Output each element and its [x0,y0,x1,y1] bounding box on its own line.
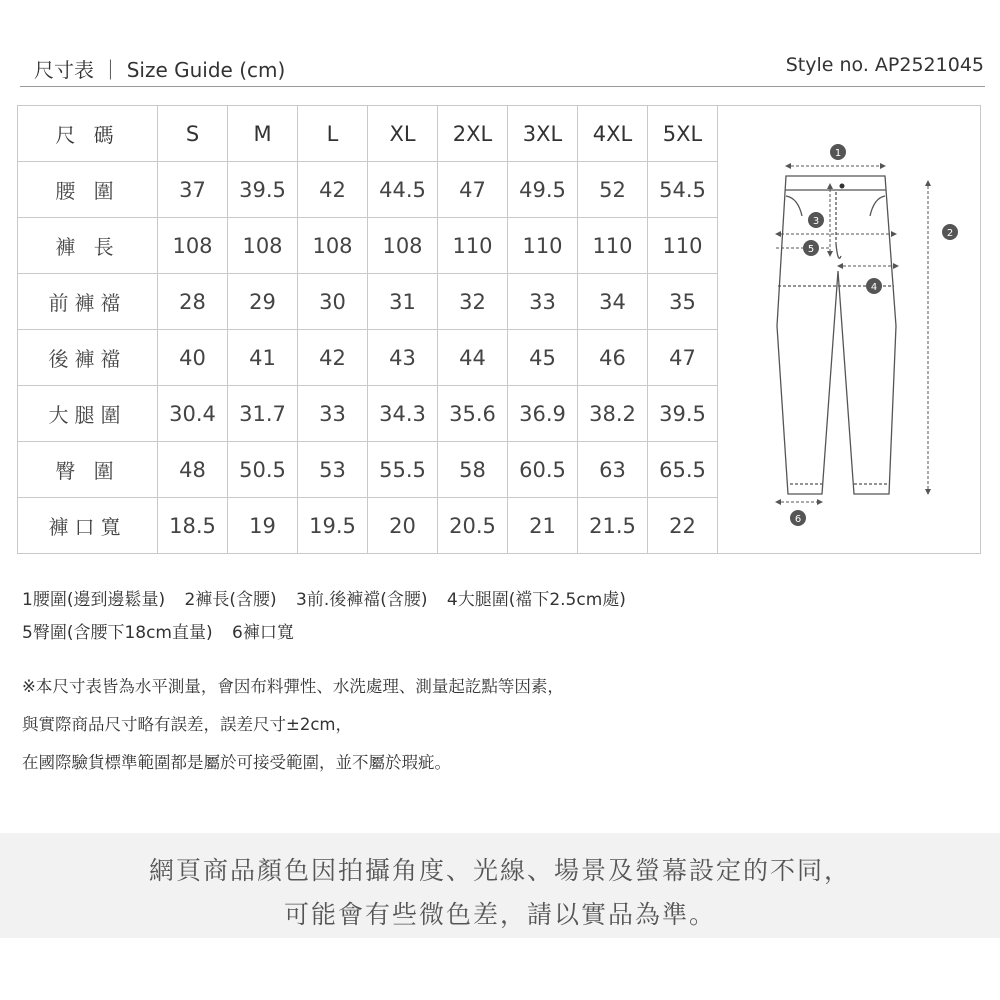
table-cell: 33 [508,274,578,330]
measurement-lines [776,166,928,502]
table-cell: 21.5 [578,498,648,554]
column-header: M [228,106,298,162]
table-cell: 55.5 [368,442,438,498]
row-label: 褲 長 [18,218,158,274]
header-divider [20,86,985,87]
disclaimer-line: ※本尺寸表皆為水平測量，會因布料彈性、水洗處理、測量起訖點等因素， [22,677,564,696]
note-item: 5臀圍(含腰下18cm直量) [22,623,213,643]
note-item: 4大腿圍(襠下2.5cm處) [446,590,626,610]
table-cell: 28 [158,274,228,330]
table-cell: 20 [368,498,438,554]
column-header: XL [368,106,438,162]
svg-text:5: 5 [807,244,815,255]
notes-line [22,617,640,650]
table-cell: 58 [438,442,508,498]
button-icon [840,184,845,189]
table-cell: 30.4 [158,386,228,442]
row-label: 大腿圍 [18,386,158,442]
table-cell: 50.5 [228,442,298,498]
table-cell: 108 [368,218,438,274]
table-cell: 29 [228,274,298,330]
table-cell: 34 [578,274,648,330]
measurement-notes [22,584,640,650]
table-cell: 53 [298,442,368,498]
table-cell: 31.7 [228,386,298,442]
svg-text:2: 2 [946,228,954,239]
note-item: 3前.後褲襠(含腰) [296,590,428,610]
notice-line: 可能會有些微色差，請以實品為準。 [283,900,716,929]
column-header: 3XL [508,106,578,162]
table-cell: 44.5 [368,162,438,218]
row-label: 腰 圍 [18,162,158,218]
disclaimer [22,668,564,782]
table-cell: 46 [578,330,648,386]
table-cell: 34.3 [368,386,438,442]
column-header: S [158,106,228,162]
pants-diagram [718,106,980,561]
marker-1-icon [830,144,846,160]
table-cell: 54.5 [648,162,718,218]
column-header: 2XL [438,106,508,162]
table-cell: 36.9 [508,386,578,442]
table-cell: 43 [368,330,438,386]
pants-outline [777,176,896,494]
color-notice-banner [0,833,1000,938]
table-cell: 41 [228,330,298,386]
table-cell: 48 [158,442,228,498]
table-cell: 33 [298,386,368,442]
table-cell: 20.5 [438,498,508,554]
table-cell: 42 [298,162,368,218]
table-header-row [18,106,981,162]
table-cell: 30 [298,274,368,330]
row-label: 後褲襠 [18,330,158,386]
svg-text:1: 1 [834,148,842,159]
size-table [17,105,981,554]
column-header: 4XL [578,106,648,162]
page-title: 尺寸表 ｜ Size Guide (cm) [34,58,286,82]
column-header: 5XL [648,106,718,162]
table-cell: 65.5 [648,442,718,498]
row-label: 前褲襠 [18,274,158,330]
table-cell: 37 [158,162,228,218]
table-cell: 40 [158,330,228,386]
table-cell: 52 [578,162,648,218]
table-cell: 60.5 [508,442,578,498]
svg-text:4: 4 [870,282,878,293]
table-cell: 47 [438,162,508,218]
table-cell: 38.2 [578,386,648,442]
marker-4-icon [866,278,882,294]
table-cell: 19 [228,498,298,554]
disclaimer-line: 與實際商品尺寸略有誤差，誤差尺寸±2cm， [22,715,352,734]
table-cell: 63 [578,442,648,498]
table-cell: 35.6 [438,386,508,442]
table-cell: 32 [438,274,508,330]
marker-2-icon [942,224,958,240]
svg-text:3: 3 [812,216,820,227]
table-cell: 108 [228,218,298,274]
table-cell: 108 [298,218,368,274]
disclaimer-line: 在國際驗貨標準範圍都是屬於可接受範圍，並不屬於瑕疵。 [22,753,451,772]
notes-line [22,584,640,617]
table-cell: 110 [578,218,648,274]
page-header [34,54,984,84]
table-cell: 110 [438,218,508,274]
column-header: 尺 碼 [18,106,158,162]
table-cell: 39.5 [228,162,298,218]
table-cell: 110 [648,218,718,274]
style-number: Style no. AP2521045 [785,54,984,76]
table-cell: 45 [508,330,578,386]
note-item: 1腰圍(邊到邊鬆量) [22,590,166,610]
note-item: 2褲長(含腰) [184,590,277,610]
marker-5-icon [803,240,819,256]
table-cell: 22 [648,498,718,554]
marker-6-icon [790,510,806,526]
row-label: 褲口寬 [18,498,158,554]
marker-3-icon [808,212,824,228]
table-cell: 108 [158,218,228,274]
note-item: 6褲口寬 [232,623,294,643]
pants-diagram-cell [718,106,981,554]
table-cell: 35 [648,274,718,330]
column-header: L [298,106,368,162]
table-cell: 44 [438,330,508,386]
notice-line: 網頁商品顏色因拍攝角度、光線、場景及螢幕設定的不同， [148,856,851,885]
table-cell: 31 [368,274,438,330]
table-cell: 19.5 [298,498,368,554]
table-cell: 39.5 [648,386,718,442]
row-label: 臀 圍 [18,442,158,498]
table-cell: 42 [298,330,368,386]
table-cell: 47 [648,330,718,386]
table-cell: 21 [508,498,578,554]
table-cell: 18.5 [158,498,228,554]
table-cell: 110 [508,218,578,274]
table-cell: 49.5 [508,162,578,218]
svg-text:6: 6 [794,514,802,525]
